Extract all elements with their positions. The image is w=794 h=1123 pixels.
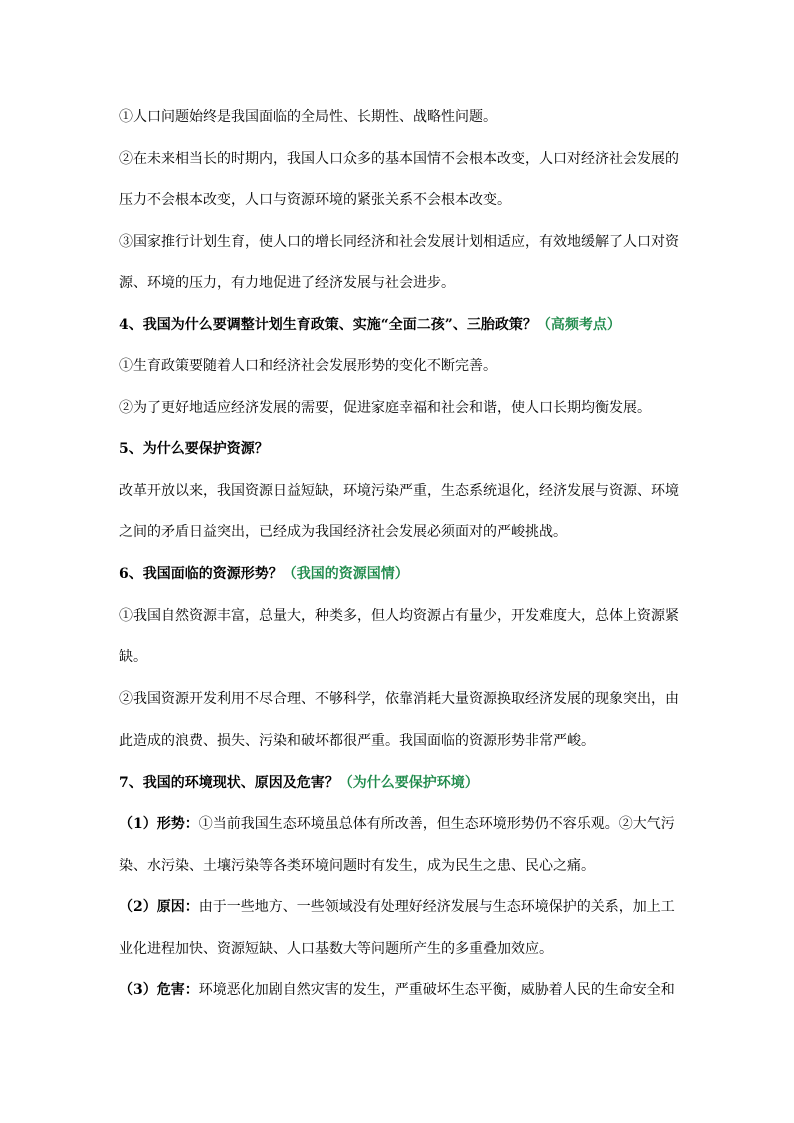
item-label: （2）原因： <box>119 899 199 915</box>
item-text: 由于一些地方、一些领域没有处理好经济发展与生态环境保护的关系，加上工 <box>198 899 675 915</box>
item-label: （1）形势： <box>119 816 199 832</box>
paragraph-line: 缺。 <box>119 649 147 665</box>
heading-tag: （为什么要保护环境） <box>338 775 479 791</box>
section-heading-5 <box>119 439 269 459</box>
paragraph-line: ①我国自然资源丰富，总量大，种类多，但人均资源占有量少，开发难度大，总体上资源紧 <box>119 608 679 624</box>
section-heading-6 <box>119 564 409 584</box>
paragraph-line: 压力不会根本改变，人口与资源环境的紧张关系不会根本改变。 <box>119 192 511 208</box>
paragraph-line: 源、环境的压力，有力地促进了经济发展与社会进步。 <box>119 275 455 291</box>
paragraph-line: 此造成的浪费、损失、污染和破坏都很严重。我国面临的资源形势非常严峻。 <box>119 733 595 749</box>
labeled-line <box>119 897 675 917</box>
paragraph-line: ①人口问题始终是我国面临的全局性、长期性、战略性问题。 <box>119 109 497 125</box>
item-label: （3）危害： <box>119 982 199 998</box>
heading-text: 5、为什么要保护资源？ <box>119 441 269 457</box>
item-text: 环境恶化加剧自然灾害的发生，严重破坏生态平衡，威胁着人民的生命安全和 <box>198 982 675 998</box>
labeled-line <box>119 980 675 1000</box>
paragraph-line: 之间的矛盾日益突出，已经成为我国经济社会发展必须面对的严峻挑战。 <box>119 524 567 540</box>
labeled-line <box>119 814 675 834</box>
heading-text: 4、我国为什么要调整计划生育政策、实施“全面二孩”、三胎政策？ <box>119 317 537 333</box>
heading-text: 7、我国的环境现状、原因及危害？ <box>119 775 339 791</box>
paragraph-line: ③国家推行计划生育，使人口的增长同经济和社会发展计划相适应，有效地缓解了人口对资 <box>119 234 679 250</box>
paragraph-line: 染、水污染、土壤污染等各类环境问题时有发生，成为民生之患、民心之痛。 <box>119 858 595 874</box>
paragraph-line: ②在未来相当长的时期内，我国人口众多的基本国情不会根本改变，人口对经济社会发展的 <box>119 151 679 167</box>
heading-tag: （我国的资源国情） <box>282 566 409 582</box>
section-heading-7 <box>119 773 479 793</box>
paragraph-line: ②我国资源开发利用不尽合理、不够科学，依靠消耗大量资源换取经济发展的现象突出，由 <box>119 691 679 707</box>
item-text: ①当前我国生态环境虽总体有所改善，但生态环境形势仍不容乐观。②大气污 <box>198 816 675 832</box>
paragraph-line: 业化进程加快、资源短缺、人口基数大等问题所产生的多重叠加效应。 <box>119 941 553 957</box>
heading-tag: （高频考点） <box>536 317 621 333</box>
section-heading-4 <box>119 315 621 335</box>
paragraph-line: ②为了更好地适应经济发展的需要，促进家庭幸福和社会和谐，使人口长期均衡发展。 <box>119 400 651 416</box>
paragraph-line: ①生育政策要随着人口和经济社会发展形势的变化不断完善。 <box>119 358 497 374</box>
heading-text: 6、我国面临的资源形势？ <box>119 566 283 582</box>
paragraph-line: 改革开放以来，我国资源日益短缺，环境污染严重，生态系统退化，经济发展与资源、环境 <box>119 483 679 499</box>
